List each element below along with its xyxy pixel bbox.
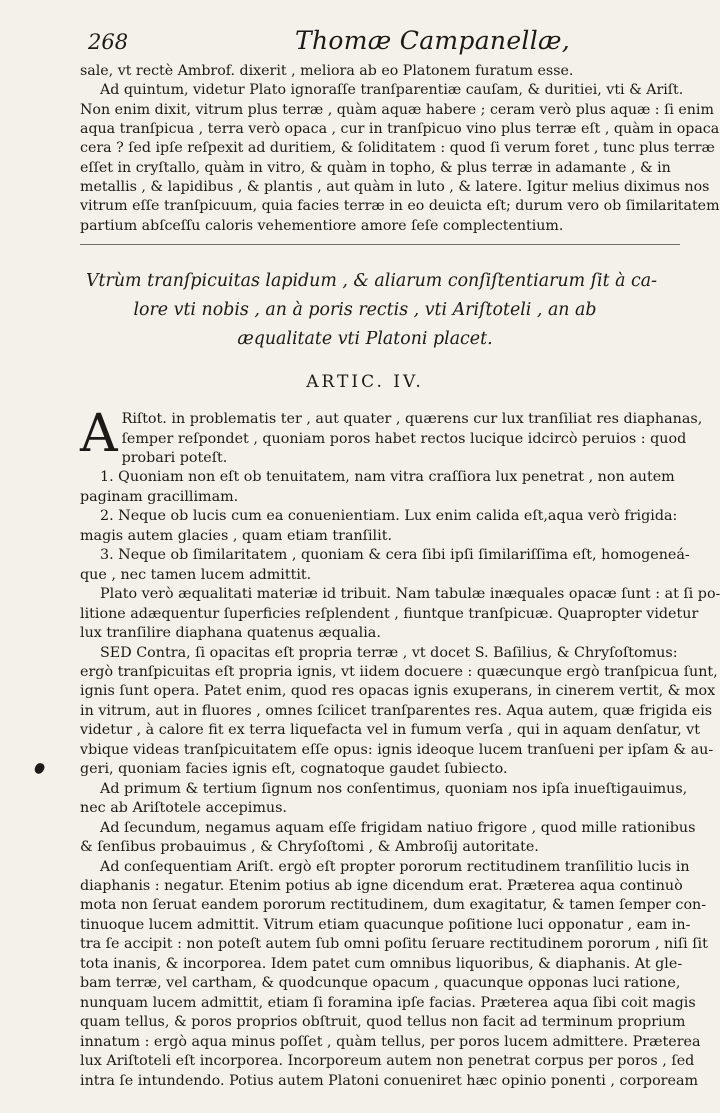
text-line: eſſet in cryſtallo, quàm in vitro, & quàm in topho, & plus terræ in adamante , & in (80, 159, 671, 176)
text-line: Ad conſequentiam Ariſt. ergò eſt propter pororum rectitudinem tranſilitio lucis in (100, 858, 690, 875)
text-line: diaphanis : negatur. Etenim potius ab igne dicendum erat. Præterea aqua continuò (80, 877, 683, 894)
text-line: Plato verò æqualitati materiæ id tribuit. Nam tabulæ inæquales opacæ ſunt : at ſi po- (100, 586, 720, 603)
text-line: Ad ſecundum, negamus aquam eſſe frigidam natiuo frigore , quod mille rationibus (100, 819, 696, 836)
running-head (80, 20, 650, 62)
text-line: magis autem glacies , quam etiam tranſilit. (80, 527, 392, 544)
text-line: lux tranſilire diaphana quatenus æqualia. (80, 625, 381, 642)
heading-line: æqualitate vti Platoni placet. (237, 329, 493, 350)
paragraph (80, 644, 718, 780)
text-line: nunquam lucem admittit, etiam ſi foramina ipſe facias. Præterea aqua ſibi coit magis (80, 994, 696, 1011)
text-line: Non enim dixit, vitrum plus terræ , quàm aquæ habere ; ceram verò plus aquæ : ſi enim (80, 101, 714, 118)
text-line: tota inanis, & incorporea. Idem patet cum omnibus liquoribus, & diaphanis. At gle- (80, 955, 683, 972)
text-line: Ad primum & tertium ſignum nos conſentimus, quoniam nos ipſa inueſtigauimus, (100, 780, 688, 797)
text-line: cera ? ſed ipſe reſpexit ad duritiem, & ſoliditatem : quod ſi verum foret , tunc plus terræ (80, 140, 715, 157)
top-paragraphs (80, 62, 720, 236)
paragraph (80, 81, 720, 236)
text-line: quam tellus, & poros proprios obſtruit, quod tellus non facit ad terminum proprium (80, 1014, 686, 1031)
text-line: geri, quoniam facies ignis eſt, cognatoque gaudet ſubiecto. (80, 761, 508, 778)
text-line: videtur , à calore fit ex terra liquefacta vel in fumum verſa , qui in aquam denſatur, vt (80, 722, 700, 739)
paragraph (80, 468, 675, 507)
paragraph (80, 858, 708, 1091)
text-line: sale, vt rectè Ambrof. dixerit , meliora ab eo Platonem furatum esse. (80, 63, 574, 79)
text-line: Ad quintum, videtur Plato ignoraſſe tranſparentiæ cauſam, & duritiei, vti & Ariſt. (100, 82, 684, 99)
section-heading (80, 267, 657, 354)
text-line: SED Contra, ſi opacitas eſt propria terræ , vt docet S. Baſilius, & Chryſoſtomus: (100, 644, 678, 661)
text-line: partium abſceſſu caloris vehementiore amore ſeſe complectentium. (80, 217, 564, 234)
text-line: lux Ariſtoteli eſt incorporea. Incorporeum autem non penetrat corpus per poros , ſed (80, 1053, 695, 1070)
text-line: Riſtot. in problematis ter , aut quater , quærens cur lux tranſiliat res diaphanas, (121, 411, 703, 428)
text-line: vitrum eſſe tranſpicuum, quia facies terræ in eo deuicta eſt; durum vero ob ſimilaritatem (80, 198, 720, 215)
paragraph (80, 62, 650, 81)
text-line: in vitrum, aut in fluores , omnes ſcilicet tranſparentes res. Aqua autem, quæ frigida eis (80, 702, 713, 719)
text-line: ergò tranſpicuitas eſt propria ignis, vt iidem docuere : quæcunque ergò tranſpicua ſunt, (80, 663, 718, 680)
text-line: intra ſe intundendo. Potius autem Platoni conueniret hæc opinio ponenti , corpoream (80, 1072, 699, 1089)
text-line: vbique videas tranſpicuitatem eſſe opus: ignis ideoque lucem tranſueni per ipſam & au- (80, 741, 714, 758)
text-line: bam terræ, vel cartham, & quodcunque opacum , quacunque opponas luci ratione, (80, 975, 681, 992)
text-line: aqua tranſpicua , terra verò opaca , cur in tranſpicuo vino plus terræ eſt , quàm in opaca (80, 121, 720, 138)
text-line: que , nec tamen lucem admittit. (80, 566, 312, 583)
heading-line: Vtrùm tranſpicuitas lapidum , & aliarum conſiſtentiarum ſit à ca- (86, 271, 657, 292)
paragraph (80, 546, 690, 585)
running-title: Thomæ Campanellæ, (295, 26, 571, 55)
text-line: paginam gracillimam. (80, 488, 239, 505)
text-line: tinuoque lucem admittit. Vitrum etiam quacunque poſitione luci opponatur , eam in- (80, 916, 691, 933)
text-line: metallis , & lapidibus , & plantis , aut quàm in luto , & latere. Igitur melius diximus nos (80, 179, 710, 196)
article-label: ARTIC. IV. (306, 372, 424, 393)
text-line: litione adæquentur ſuperficies reſplendent , fiuntque tranſpicuæ. Quapropter videtur (80, 605, 699, 622)
text-line: nec ab Ariſtotele accepimus. (80, 800, 287, 817)
paragraph (80, 585, 720, 643)
paragraph (80, 819, 696, 858)
drop-cap: A (80, 404, 118, 465)
text-line: probari poteſt. (121, 450, 228, 466)
text-line: innatum : ergò aqua minus poſſet , quàm tellus, per poros lucem admittere. Præterea (80, 1033, 701, 1050)
text-line: ignis ſunt opera. Patet enim, quod res opacas ignis exuperans, in cinerem vertit, & mox (80, 683, 716, 700)
text-line: tra ſe accipit : non poteſt autem ſub omni poſitu ſeruare rectitudinem pororum , niſi ſit (80, 936, 708, 953)
text-line: & ſenſibus probauimus , & Chryſoſtomi , & Ambroſij autoritate. (80, 839, 539, 856)
page-number: 268 (88, 30, 129, 54)
text-line: 1. Quoniam non eſt ob tenuitatem, nam vitra craſſiora lux penetrat , non autem (100, 469, 675, 486)
text-line: 2. Neque ob lucis cum ea conuenientiam. Lux enim calida eſt,aqua verò frigida: (100, 508, 678, 525)
heading-line: lore vti nobis , an à poris rectis , vti Ariſtoteli , an ab (133, 300, 597, 321)
section-rule (80, 244, 680, 245)
first-paragraph (80, 404, 703, 468)
paragraph (80, 780, 688, 819)
text-line: 3. Neque ob ſimilaritatem , quoniam & cera ſibi ipſi ſimilariſſima eſt, homogeneá- (100, 547, 690, 564)
paragraph (80, 507, 678, 546)
ink-blot-mark (33, 762, 45, 775)
text-line: ſemper reſpondet , quoniam poros habet rectos lucique idcircò peruios : quod (121, 430, 687, 447)
article-body (80, 404, 720, 1091)
text-line: mota non ſeruat eandem pororum rectitudinem, dum exagitatur, & tamen ſemper con- (80, 897, 707, 914)
